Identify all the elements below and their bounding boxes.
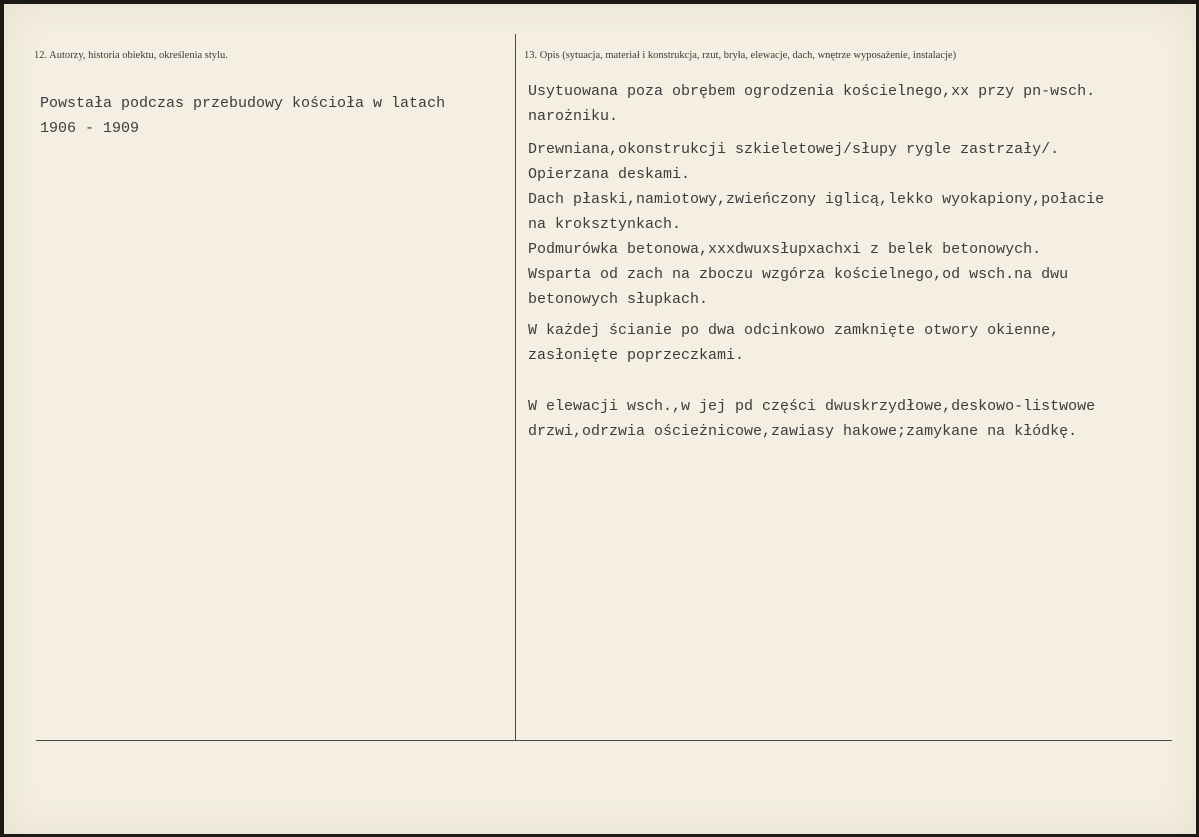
text-line: 1906 - 1909 bbox=[40, 120, 140, 137]
text-line: Podmurówka betonowa,xxxdwuxsłupxachxi z belek betonowych. bbox=[528, 241, 1042, 258]
section-13-header: 13. Opis (sytuacja, materiał i konstrukcja, rzut, bryła, elewacje, dach, wnętrze wyposażenie, instalacje) bbox=[524, 50, 957, 61]
inventory-card bbox=[4, 4, 1196, 834]
section-12-text bbox=[40, 91, 445, 141]
text-line: zasłonięte poprzeczkami. bbox=[528, 347, 745, 364]
text-line: Dach płaski,namiotowy,zwieńczony iglicą,lekko wyokapiony,połacie bbox=[528, 191, 1105, 208]
text-line: W każdej ścianie po dwa odcinkowo zamknięte otwory okienne, bbox=[528, 322, 1060, 339]
text-line: Wsparta od zach na zboczu wzgórza kościelnego,od wsch.na dwu bbox=[528, 266, 1069, 283]
text-line: Usytuowana poza obrębem ogrodzenia kościelnego,xx przy pn-wsch. bbox=[528, 83, 1096, 100]
text-line: Drewniana,okonstrukcji szkieletowej/słupy rygle zastrzały/. bbox=[528, 141, 1060, 158]
section-12-header: 12. Autorzy, historia obiektu, określenia stylu. bbox=[34, 50, 228, 61]
section-13-paragraph bbox=[528, 318, 1059, 368]
text-line: drzwi,odrzwia ościeżnicowe,zawiasy hakowe;zamykane na kłódkę. bbox=[528, 423, 1078, 440]
section-13-paragraph bbox=[528, 137, 1104, 312]
text-line: na kroksztynkach. bbox=[528, 216, 682, 233]
text-line: betonowych słupkach. bbox=[528, 291, 709, 308]
section-13-paragraph bbox=[528, 394, 1095, 444]
bottom-rule bbox=[36, 740, 1172, 741]
text-line: W elewacji wsch.,w jej pd części dwuskrzydłowe,deskowo-listwowe bbox=[528, 398, 1096, 415]
column-divider bbox=[515, 34, 516, 740]
text-line: Opierzana deskami. bbox=[528, 166, 691, 183]
text-line: Powstała podczas przebudowy kościoła w latach bbox=[40, 95, 446, 112]
text-line: narożniku. bbox=[528, 108, 619, 125]
section-13-paragraph bbox=[528, 79, 1095, 129]
